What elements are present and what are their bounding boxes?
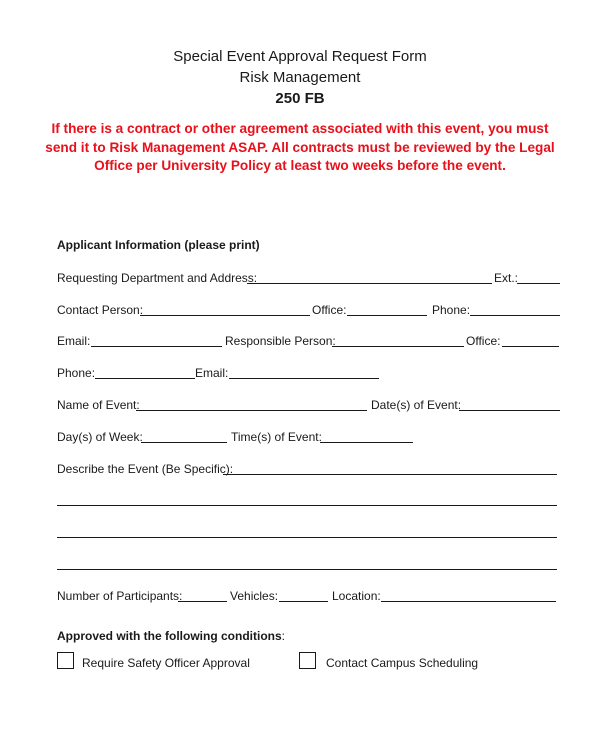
office2-label: Office: [466,334,501,348]
describe-row [57,461,557,477]
phone-email-row [57,365,387,381]
office-field[interactable] [347,315,427,316]
describe-event-label: Describe the Event (Be Specific): [57,462,234,476]
approval-heading [57,629,285,643]
email-label: Email: [57,334,91,348]
responsible-person-field[interactable] [332,346,464,347]
describe-line-2[interactable] [57,537,557,538]
email-responsible-row [57,333,560,349]
contact-person-field[interactable] [140,315,310,316]
participants-label: Number of Participants: [57,589,183,603]
participants-field[interactable] [178,601,227,602]
office-label: Office: [312,303,347,317]
form-room: 250 FB [275,90,325,107]
form-title: Special Event Approval Request Form [173,48,427,65]
vehicles-field[interactable] [279,601,328,602]
safety-officer-label: Require Safety Officer Approval [82,656,250,670]
days-of-week-label: Day(s) of Week: [57,430,143,444]
contract-warning: If there is a contract or other agreement associated with this event, you must send it to Risk Management ASAP. All contracts must be reviewed by the Legal Office per University Policy at least two weeks before the event. [45,121,555,173]
phone-label: Phone: [432,303,471,317]
responsible-person-label: Responsible Person: [225,334,336,348]
campus-scheduling-checkbox[interactable] [299,652,316,669]
vehicles-label: Vehicles: [230,589,279,603]
contact-person-label: Contact Person: [57,303,144,317]
ext-field[interactable] [517,283,560,284]
ext-label: Ext.: [494,271,519,285]
phone2-field[interactable] [95,378,195,379]
describe-line-1[interactable] [57,505,557,506]
email-field[interactable] [91,346,222,347]
phone-field[interactable] [470,315,560,316]
campus-scheduling-label: Contact Campus Scheduling [326,656,479,670]
event-dates-label: Date(s) of Event: [371,398,462,412]
event-times-field[interactable] [320,442,413,443]
form-department: Risk Management [239,69,361,86]
dept-address-row [57,270,560,286]
contact-row [57,302,560,318]
email2-field[interactable] [229,378,379,379]
safety-officer-checkbox[interactable] [57,652,74,669]
days-times-row [57,429,417,445]
approval-heading-colon: : [281,629,285,643]
participants-row [57,588,557,604]
event-dates-field[interactable] [459,410,560,411]
approval-heading-text: Approved with the following conditions [57,629,282,643]
describe-line-3[interactable] [57,569,557,570]
location-label: Location: [332,589,381,603]
office2-field[interactable] [502,346,559,347]
describe-event-field[interactable] [223,474,557,475]
days-of-week-field[interactable] [141,442,227,443]
event-name-field[interactable] [136,410,367,411]
event-name-row [57,397,560,413]
email2-label: Email: [195,366,229,380]
phone2-label: Phone: [57,366,96,380]
event-name-label: Name of Event: [57,398,140,412]
event-times-label: Time(s) of Event: [231,430,322,444]
location-field[interactable] [381,601,556,602]
dept-address-label: Requesting Department and Address: [57,271,258,285]
applicant-info-heading: Applicant Information (please print) [57,238,260,252]
dept-address-field[interactable] [247,283,492,284]
